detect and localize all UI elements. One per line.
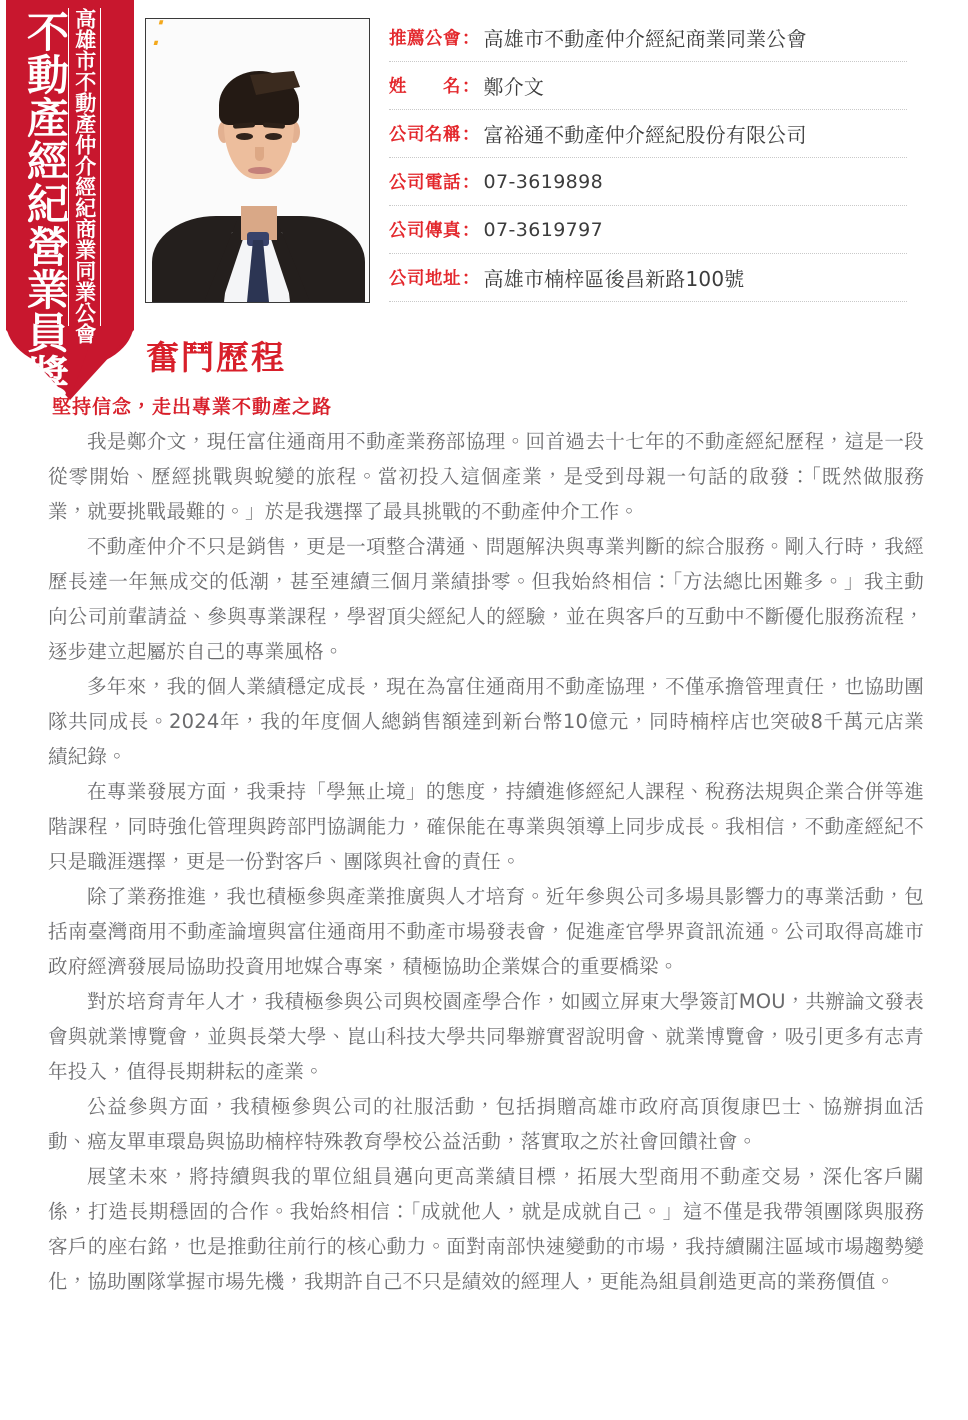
- info-colon: ：: [462, 29, 480, 49]
- association-name-rule: [68, 8, 101, 344]
- member-info-table: [389, 14, 907, 302]
- essay-paragraph: 公益參與方面，我積極參與公司的社服活動，包括捐贈高雄市政府高頂復康巴士、協辦捐血活動、癌友單車環島與協助楠梓特殊教育學校公益活動，落實取之於社會回饋社會。: [48, 1095, 924, 1153]
- essay-body: [48, 424, 924, 1299]
- table-row: [389, 14, 907, 62]
- info-colon: ：: [462, 269, 480, 289]
- info-value: 07-3619797: [483, 218, 604, 241]
- table-row: [389, 158, 907, 206]
- info-value: 鄭介文: [483, 75, 545, 99]
- info-value: 富裕通不動產仲介經紀股份有限公司: [483, 123, 807, 147]
- info-label: 姓 名: [389, 77, 461, 97]
- award-title: 不動產經紀營業員獎: [21, 10, 70, 397]
- info-label: 公司傳真: [389, 221, 461, 241]
- info-value: 高雄市楠梓區後昌新路100號: [483, 267, 745, 291]
- essay-paragraph: 展望未來，將持續與我的單位組員邁向更高業績目標，拓展大型商用不動產交易，深化客戶關係，打造長期穩固的合作。我始終相信：「成就他人，就是成就自己。」這不僅是我帶領團隊與服務客戶的座右銘，也是推動往前行的核心動力。面對南部快速變動的市場，我持續關注區域市場趨勢變化，協助團隊掌握市場先機，我期許自己不只是績效的經理人，更能為組員創造更高的業務價值。: [48, 1165, 924, 1293]
- info-colon: ：: [462, 77, 480, 97]
- info-label: 公司電話: [389, 173, 461, 193]
- essay-paragraph: 對於培育青年人才，我積極參與公司與校園產學合作，如國立屏東大學簽訂MOU，共辦論文發表會與就業博覽會，並與長榮大學、崑山科技大學共同舉辦實習說明會、就業博覽會，吸引更多有志青年投入，值得長期耕耘的產業。: [48, 990, 924, 1083]
- essay-paragraph: 除了業務推進，我也積極參與產業推廣與人才培育。近年參與公司多場具影響力的專業活動，包括南臺灣商用不動產論壇與富住通商用不動產市場發表會，促進產官學界資訊流通。公司取得高雄市政府經濟發展局協助投資用地媒合專案，積極協助企業媒合的重要橋梁。: [48, 885, 924, 978]
- info-label: 公司地址: [389, 269, 461, 289]
- table-row: [389, 254, 907, 302]
- info-colon: ：: [462, 125, 480, 145]
- table-row: [389, 206, 907, 254]
- info-value: 高雄市不動產仲介經紀商業同業公會: [483, 27, 807, 51]
- table-row: [389, 62, 907, 110]
- essay-subtitle: 堅持信念，走出專業不動產之路: [52, 396, 333, 418]
- page-title: 奮鬥歷程: [146, 338, 286, 377]
- award-ribbon-banner: [6, 0, 134, 400]
- essay-paragraph: 在專業發展方面，我秉持「學無止境」的態度，持續進修經紀人課程、稅務法規與企業合併等進階課程，同時強化管理與跨部門協調能力，確保能在專業與領導上同步成長。我相信，不動產經紀不只是職涯選擇，更是一份對客戶、團隊與社會的責任。: [48, 780, 924, 873]
- info-colon: ：: [462, 173, 480, 193]
- info-colon: ：: [462, 221, 480, 241]
- portrait-photo: [145, 18, 370, 303]
- gold-quote-flourish-icon: ⁚: [150, 18, 161, 54]
- info-label: 推薦公會: [389, 29, 461, 49]
- info-label: 公司名稱: [389, 125, 461, 145]
- table-row: [389, 110, 907, 158]
- essay-paragraph: 不動產仲介不只是銷售，更是一項整合溝通、問題解決與專業判斷的綜合服務。剛入行時，我經歷長達一年無成交的低潮，甚至連續三個月業績掛零。但我始終相信：「方法總比困難多。」我主動向公司前輩請益、參與專業課程，學習頂尖經紀人的經驗，並在與客戶的互動中不斷優化服務流程，逐步建立起屬於自己的專業風格。: [48, 535, 924, 663]
- info-value: 07-3619898: [483, 170, 604, 193]
- association-name: 高雄市不動產仲介經紀商業同業公會: [72, 8, 97, 344]
- essay-paragraph: 多年來，我的個人業績穩定成長，現在為富住通商用不動產協理，不僅承擔管理責任，也協助團隊共同成長。2024年，我的年度個人總銷售額達到新台幣10億元，同時楠梓店也突破8千萬元店業績紀錄。: [48, 675, 924, 768]
- essay-paragraph: 我是鄭介文，現任富住通商用不動產業務部協理。回首過去十七年的不動產經紀歷程，這是一段從零開始、歷經挑戰與蛻變的旅程。當初投入這個產業，是受到母親一句話的啟發：「既然做服務業，就要挑戰最難的。」於是我選擇了最具挑戰的不動產仲介工作。: [48, 430, 924, 523]
- portrait-image: [146, 19, 369, 302]
